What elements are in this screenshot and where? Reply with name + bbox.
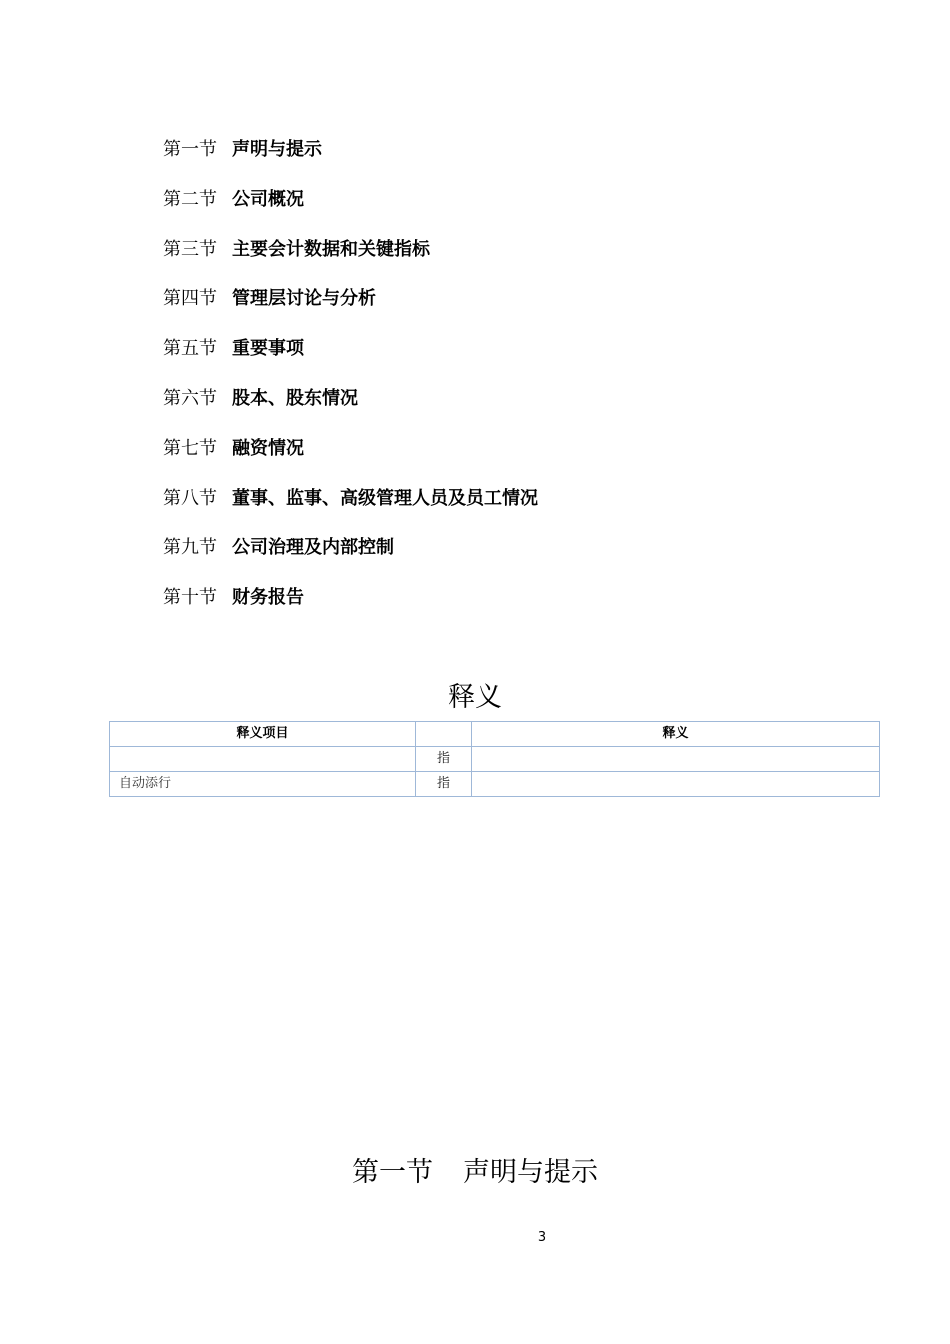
toc-item-number: 第七节 (163, 437, 217, 459)
toc-item-title: 融资情况 (232, 437, 304, 459)
term-cell[interactable] (110, 747, 416, 772)
meaning-cell[interactable] (472, 747, 880, 772)
table-row (110, 772, 880, 797)
column-header-meaning: 释义 (472, 722, 880, 747)
glossary-heading: 释义 (448, 682, 502, 713)
toc-item-4[interactable] (163, 282, 538, 332)
section-heading (0, 1153, 950, 1193)
toc-item-1[interactable] (163, 133, 538, 183)
table-of-contents (163, 133, 538, 631)
table-header-row (110, 722, 880, 747)
toc-item-title: 重要事项 (232, 338, 304, 360)
toc-item-title: 声明与提示 (232, 139, 322, 160)
toc-item-7[interactable] (163, 432, 538, 482)
meaning-cell[interactable] (472, 772, 880, 797)
column-header-refer (416, 722, 472, 747)
toc-item-title: 公司治理及内部控制 (232, 537, 394, 559)
refer-cell: 指 (416, 772, 472, 797)
section-heading-number: 第一节 (352, 1157, 433, 1188)
toc-item-number: 第三节 (163, 238, 217, 260)
toc-item-8[interactable] (163, 482, 538, 532)
toc-item-number: 第九节 (163, 537, 217, 559)
page-number: 3 (537, 1230, 547, 1245)
toc-item-5[interactable] (163, 332, 538, 382)
column-header-term: 释义项目 (110, 722, 416, 747)
toc-item-number: 第五节 (163, 338, 217, 360)
table-row (110, 747, 880, 772)
toc-item-title: 董事、监事、高级管理人员及员工情况 (232, 487, 538, 509)
toc-item-number: 第二节 (163, 188, 217, 210)
refer-cell: 指 (416, 747, 472, 772)
section-heading-title: 声明与提示 (463, 1157, 598, 1188)
toc-item-title: 财务报告 (232, 587, 304, 609)
toc-item-6[interactable] (163, 382, 538, 432)
toc-item-number: 第六节 (163, 387, 217, 409)
toc-item-3[interactable] (163, 233, 538, 283)
toc-item-2[interactable] (163, 183, 538, 233)
toc-item-title: 管理层讨论与分析 (232, 288, 376, 310)
toc-item-number: 第十节 (163, 587, 217, 609)
toc-item-title: 公司概况 (232, 188, 304, 210)
toc-item-title: 股本、股东情况 (232, 387, 358, 409)
toc-item-number: 第八节 (163, 487, 217, 509)
glossary-table (109, 721, 880, 797)
toc-item-number: 第一节 (163, 139, 217, 160)
toc-item-title: 主要会计数据和关键指标 (232, 238, 430, 260)
toc-item-number: 第四节 (163, 288, 217, 310)
term-cell[interactable]: 自动添行 (110, 772, 416, 797)
toc-item-10[interactable] (163, 581, 538, 631)
toc-item-9[interactable] (163, 531, 538, 581)
